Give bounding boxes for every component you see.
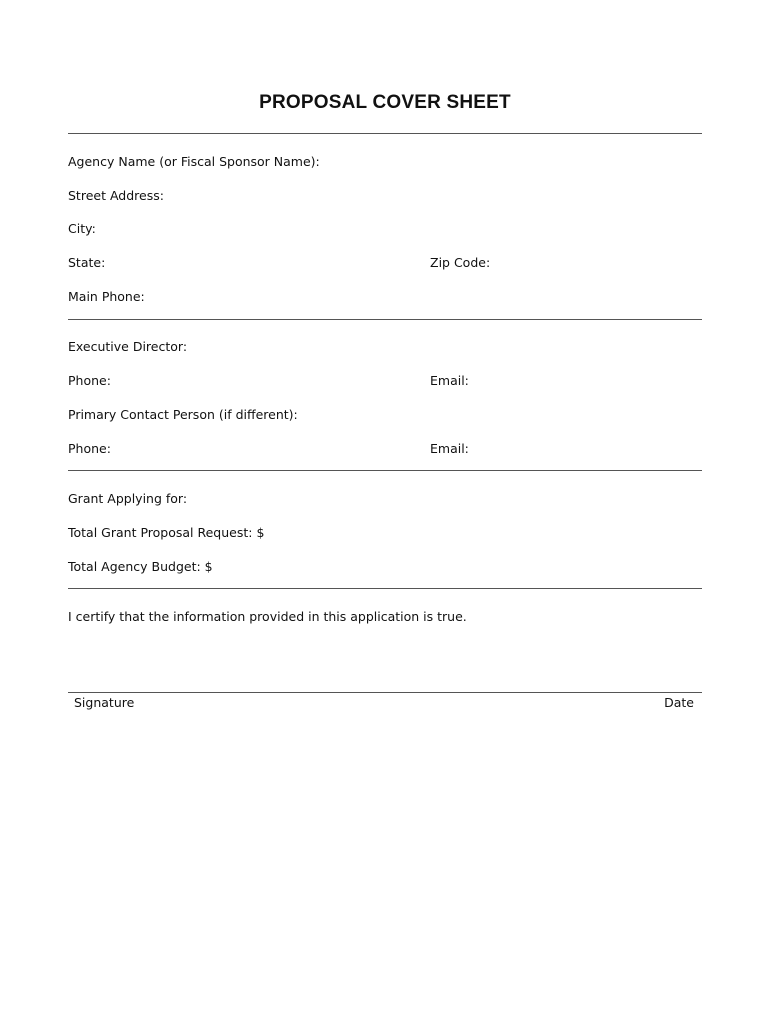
director-email-label: Email:: [430, 373, 469, 388]
city-label: City:: [68, 221, 96, 236]
state-label: State:: [68, 255, 106, 270]
certification-statement: I certify that the information provided in this application is true.: [68, 609, 467, 624]
zip-code-label: Zip Code:: [430, 255, 491, 270]
street-address-label: Street Address:: [68, 188, 164, 203]
page-title: PROPOSAL COVER SHEET: [259, 92, 511, 113]
divider: [68, 588, 702, 589]
agency-name-label: Agency Name (or Fiscal Sponsor Name):: [68, 154, 320, 169]
agency-budget-label: Total Agency Budget: $: [68, 559, 213, 574]
grant-applying-label: Grant Applying for:: [68, 491, 188, 506]
divider: [68, 133, 702, 134]
signature-label: Signature: [74, 695, 135, 710]
grant-request-label: Total Grant Proposal Request: $: [68, 525, 265, 540]
divider: [68, 319, 702, 320]
executive-director-label: Executive Director:: [68, 339, 188, 354]
primary-email-label: Email:: [430, 441, 469, 456]
signature-line: [68, 692, 702, 693]
primary-contact-label: Primary Contact Person (if different):: [68, 407, 298, 422]
main-phone-label: Main Phone:: [68, 289, 145, 304]
divider: [68, 470, 702, 471]
primary-phone-label: Phone:: [68, 441, 111, 456]
director-phone-label: Phone:: [68, 373, 111, 388]
date-label: Date: [664, 695, 694, 710]
